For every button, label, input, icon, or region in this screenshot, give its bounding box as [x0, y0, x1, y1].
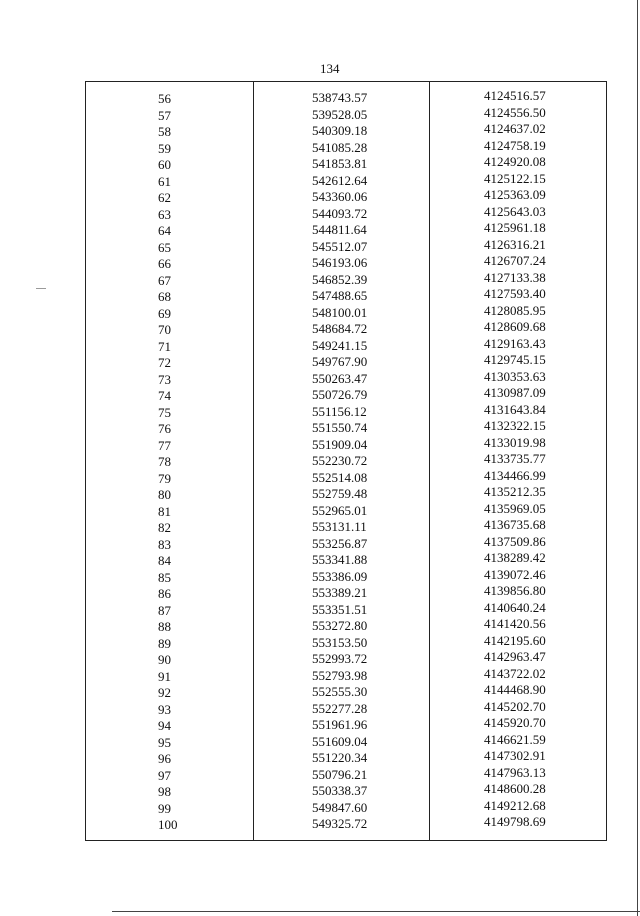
y-coordinate-cell: 4124556.50 — [484, 104, 546, 120]
point-number-cell: 74 — [158, 388, 171, 403]
point-number-cell: 69 — [158, 305, 171, 321]
y-coordinate-cell: 4127593.40 — [484, 286, 546, 301]
point-number-cell: 60 — [158, 157, 171, 172]
point-number-cell: 81 — [158, 503, 171, 519]
y-coordinate-cell: 4139072.46 — [484, 566, 546, 582]
point-number-cell: 65 — [158, 239, 171, 255]
x-coordinate-cell: 544811.64 — [312, 222, 367, 237]
y-coordinate-cell: 4142963.47 — [484, 649, 546, 664]
table-row — [86, 700, 606, 716]
x-coordinate-cell: 549847.60 — [312, 799, 368, 815]
point-number-cell: 73 — [158, 371, 171, 387]
table-row — [86, 601, 606, 617]
coordinates-table — [85, 81, 607, 841]
table-row — [86, 370, 606, 386]
point-number-cell: 58 — [158, 124, 171, 139]
table-row — [86, 403, 606, 419]
y-coordinate-cell: 4125363.09 — [484, 187, 546, 202]
point-number-cell: 75 — [158, 404, 171, 420]
table-row — [86, 617, 606, 633]
point-number-cell: 57 — [158, 107, 171, 123]
point-number-cell: 90 — [158, 652, 171, 667]
table-row — [86, 634, 606, 650]
table-row — [86, 205, 606, 221]
y-coordinate-cell: 4139856.80 — [484, 583, 546, 598]
x-coordinate-cell: 550338.37 — [312, 783, 368, 798]
x-coordinate-cell: 539528.05 — [312, 106, 368, 122]
table-row — [86, 122, 606, 138]
table-row — [86, 716, 606, 732]
point-number-cell: 72 — [158, 355, 171, 370]
point-number-cell: 66 — [158, 256, 171, 271]
x-coordinate-cell: 552759.48 — [312, 486, 368, 501]
scan-mark — [36, 288, 46, 289]
y-coordinate-cell: 4124758.19 — [484, 137, 546, 153]
x-coordinate-cell: 543360.06 — [312, 189, 368, 204]
point-number-cell: 71 — [158, 338, 171, 354]
point-number-cell: 100 — [158, 817, 178, 832]
x-coordinate-cell: 541085.28 — [312, 139, 368, 155]
point-number-cell: 84 — [158, 553, 171, 568]
x-coordinate-cell: 552993.72 — [312, 651, 368, 666]
y-coordinate-cell: 4128609.68 — [484, 319, 546, 334]
y-coordinate-cell: 4125643.03 — [484, 203, 546, 219]
x-coordinate-cell: 553386.09 — [312, 568, 368, 584]
point-number-cell: 92 — [158, 685, 171, 700]
y-coordinate-cell: 4142195.60 — [484, 632, 546, 648]
y-coordinate-cell: 4140640.24 — [484, 599, 546, 615]
table-row — [86, 535, 606, 551]
table-row — [86, 271, 606, 287]
x-coordinate-cell: 552555.30 — [312, 684, 368, 699]
point-number-cell: 78 — [158, 454, 171, 469]
x-coordinate-cell: 552514.08 — [312, 469, 368, 485]
table-row — [86, 221, 606, 237]
table-row — [86, 155, 606, 171]
x-coordinate-cell: 538743.57 — [312, 90, 368, 105]
x-coordinate-cell: 553256.87 — [312, 535, 368, 551]
y-coordinate-cell: 4128085.95 — [484, 302, 546, 318]
x-coordinate-cell: 548684.72 — [312, 321, 368, 336]
y-coordinate-cell: 4146621.59 — [484, 731, 546, 747]
point-number-cell: 87 — [158, 602, 171, 618]
x-coordinate-cell: 551909.04 — [312, 436, 368, 452]
x-coordinate-cell: 542612.64 — [312, 172, 368, 188]
x-coordinate-cell: 551609.04 — [312, 733, 368, 749]
x-coordinate-cell: 552965.01 — [312, 502, 368, 518]
table-row — [86, 551, 606, 567]
y-coordinate-cell: 4130987.09 — [484, 385, 546, 400]
x-coordinate-cell: 546852.39 — [312, 271, 368, 287]
y-coordinate-cell: 4138289.42 — [484, 550, 546, 565]
y-coordinate-cell: 4125122.15 — [484, 170, 546, 186]
point-number-cell: 70 — [158, 322, 171, 337]
point-number-cell: 82 — [158, 520, 171, 535]
point-number-cell: 80 — [158, 487, 171, 502]
y-coordinate-cell: 4148600.28 — [484, 781, 546, 796]
x-coordinate-cell: 550263.47 — [312, 370, 368, 386]
table-row — [86, 650, 606, 666]
table-row — [86, 749, 606, 765]
y-coordinate-cell: 4144468.90 — [484, 682, 546, 697]
x-coordinate-cell: 550726.79 — [312, 387, 368, 402]
y-coordinate-cell: 4124637.02 — [484, 121, 546, 136]
x-coordinate-cell: 553389.21 — [312, 585, 368, 600]
table-row — [86, 766, 606, 782]
y-coordinate-cell: 4149212.68 — [484, 797, 546, 813]
table-row — [86, 502, 606, 518]
point-number-cell: 68 — [158, 289, 171, 304]
x-coordinate-cell: 552230.72 — [312, 453, 368, 468]
point-number-cell: 91 — [158, 668, 171, 684]
point-number-cell: 63 — [158, 206, 171, 222]
table-row — [86, 419, 606, 435]
point-number-cell: 88 — [158, 619, 171, 634]
point-number-cell: 77 — [158, 437, 171, 453]
point-number-cell: 93 — [158, 701, 171, 717]
point-number-cell: 62 — [158, 190, 171, 205]
table-row — [86, 452, 606, 468]
table-row — [86, 667, 606, 683]
table-row — [86, 518, 606, 534]
table-row — [86, 584, 606, 600]
table-row — [86, 89, 606, 105]
y-coordinate-cell: 4129163.43 — [484, 335, 546, 351]
table-row — [86, 287, 606, 303]
y-coordinate-cell: 4130353.63 — [484, 368, 546, 384]
point-number-cell: 89 — [158, 635, 171, 651]
y-coordinate-cell: 4132322.15 — [484, 418, 546, 433]
x-coordinate-cell: 553131.11 — [312, 519, 367, 534]
point-number-cell: 61 — [158, 173, 171, 189]
y-coordinate-cell: 4141420.56 — [484, 616, 546, 631]
table-row — [86, 139, 606, 155]
y-coordinate-cell: 4145920.70 — [484, 715, 546, 730]
table-row — [86, 733, 606, 749]
table-row — [86, 436, 606, 452]
point-number-cell: 79 — [158, 470, 171, 486]
y-coordinate-cell: 4133735.77 — [484, 451, 546, 466]
x-coordinate-cell: 552793.98 — [312, 667, 368, 683]
point-number-cell: 98 — [158, 784, 171, 799]
y-coordinate-cell: 4125961.18 — [484, 220, 546, 235]
y-coordinate-cell: 4149798.69 — [484, 814, 546, 829]
point-number-cell: 85 — [158, 569, 171, 585]
y-coordinate-cell: 4147302.91 — [484, 748, 546, 763]
point-number-cell: 59 — [158, 140, 171, 156]
point-number-cell: 83 — [158, 536, 171, 552]
x-coordinate-cell: 551156.12 — [312, 403, 367, 419]
table-row — [86, 386, 606, 402]
x-coordinate-cell: 551550.74 — [312, 420, 368, 435]
x-coordinate-cell: 540309.18 — [312, 123, 368, 138]
table-row — [86, 683, 606, 699]
y-coordinate-cell: 4124516.57 — [484, 88, 546, 103]
point-number-cell: 96 — [158, 751, 171, 766]
table-row — [86, 568, 606, 584]
table-row — [86, 353, 606, 369]
point-number-cell: 97 — [158, 767, 171, 783]
y-coordinate-cell: 4127133.38 — [484, 269, 546, 285]
x-coordinate-cell: 544093.72 — [312, 205, 368, 221]
y-coordinate-cell: 4135969.05 — [484, 500, 546, 516]
y-coordinate-cell: 4133019.98 — [484, 434, 546, 450]
table-row — [86, 188, 606, 204]
y-coordinate-cell: 4134466.99 — [484, 467, 546, 483]
table-row — [86, 106, 606, 122]
point-number-cell: 94 — [158, 718, 171, 733]
y-coordinate-cell: 4147963.13 — [484, 764, 546, 780]
x-coordinate-cell: 551961.96 — [312, 717, 368, 732]
table-row — [86, 782, 606, 798]
table-row — [86, 254, 606, 270]
y-coordinate-cell: 4126316.21 — [484, 236, 546, 252]
point-number-cell: 99 — [158, 800, 171, 816]
table-row — [86, 238, 606, 254]
x-coordinate-cell: 541853.81 — [312, 156, 368, 171]
y-coordinate-cell: 4137509.86 — [484, 533, 546, 549]
y-coordinate-cell: 4145202.70 — [484, 698, 546, 714]
y-coordinate-cell: 4136735.68 — [484, 517, 546, 532]
x-coordinate-cell: 546193.06 — [312, 255, 368, 270]
point-number-cell: 64 — [158, 223, 171, 238]
y-coordinate-cell: 4143722.02 — [484, 665, 546, 681]
table-row — [86, 485, 606, 501]
x-coordinate-cell: 553272.80 — [312, 618, 368, 633]
point-number-cell: 76 — [158, 421, 171, 436]
table-row — [86, 815, 606, 831]
page-number: 134 — [320, 61, 340, 76]
x-coordinate-cell: 550796.21 — [312, 766, 368, 782]
page-edge-right — [637, 0, 638, 916]
x-coordinate-cell: 551220.34 — [312, 750, 368, 765]
y-coordinate-cell: 4135212.35 — [484, 484, 546, 499]
y-coordinate-cell: 4126707.24 — [484, 253, 546, 268]
table-row — [86, 337, 606, 353]
table-row — [86, 469, 606, 485]
table-row — [86, 799, 606, 815]
y-coordinate-cell: 4124920.08 — [484, 154, 546, 169]
y-coordinate-cell: 4129745.15 — [484, 352, 546, 367]
x-coordinate-cell: 549325.72 — [312, 816, 368, 831]
page-edge-bottom — [112, 911, 640, 912]
point-number-cell: 56 — [158, 91, 171, 106]
x-coordinate-cell: 553351.51 — [312, 601, 368, 617]
point-number-cell: 86 — [158, 586, 171, 601]
x-coordinate-cell: 548100.01 — [312, 304, 368, 320]
table-row — [86, 172, 606, 188]
x-coordinate-cell: 549767.90 — [312, 354, 368, 369]
x-coordinate-cell: 553341.88 — [312, 552, 368, 567]
x-coordinate-cell: 552277.28 — [312, 700, 368, 716]
x-coordinate-cell: 549241.15 — [312, 337, 368, 353]
point-number-cell: 95 — [158, 734, 171, 750]
x-coordinate-cell: 553153.50 — [312, 634, 368, 650]
table-row — [86, 320, 606, 336]
table-row — [86, 304, 606, 320]
y-coordinate-cell: 4131643.84 — [484, 401, 546, 417]
x-coordinate-cell: 545512.07 — [312, 238, 368, 254]
point-number-cell: 67 — [158, 272, 171, 288]
x-coordinate-cell: 547488.65 — [312, 288, 368, 303]
